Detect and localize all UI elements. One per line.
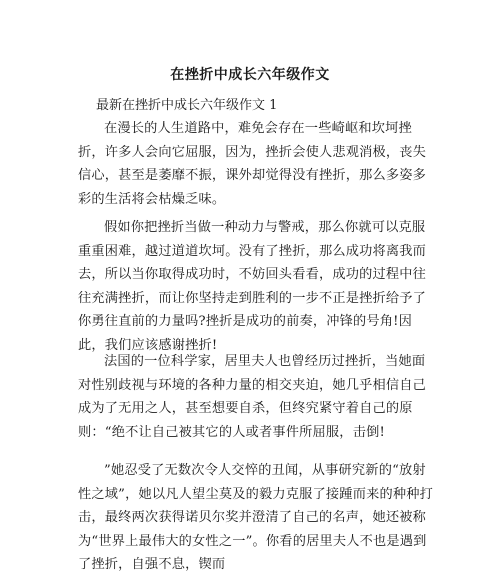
paragraph-3: 法国的一位科学家，居里夫人也曾经历过挫折，当她面对性别歧视与环境的各种力量的相交夹迫，她几乎相信自己成为了无用之人，甚至想要自杀，但终究紧守着自己的原则：“绝不让自己被其它的人或者事件所屈服，击倒! (78, 354, 427, 440)
paragraph-4: ”她忍受了无数次令人交悴的丑闻，从事研究新的“放射性之域”，她以凡人望尘莫及的毅力克服了接踵而来的种种打击，最终两次获得诺贝尔奖并澄清了自己的名声，她还被称为“世界上最伟大的女性之一”。你看的居里夫人不也是遇到了挫折，自强不息，锲而 (78, 463, 434, 572)
document-subtitle: 最新在挫折中成长六年级作文 1 (96, 98, 278, 113)
document-title: 在挫折中成长六年级作文 (170, 67, 330, 83)
paragraph-2: 假如你把挫折当做一种动力与警戒，那么你就可以克服重重困难，越过道道坎坷。没有了挫折，那么成功将离我而去，所以当你取得成功时，不妨回头看看，成功的过程中往往充满挫折，而让你坚持走到胜利的一步不正是挫折给予了你勇往直前的力量吗?挫折是成功的前奏，冲锋的号角!因此，我们应该感谢挫折! (78, 220, 427, 353)
paragraph-1: 在漫长的人生道路中，难免会存在一些崎岖和坎坷挫折，许多人会向它屈服，因为，挫折会使人悲观消极，丧失信心，甚至是萎靡不振，课外却觉得没有挫折，那么多姿多彩的生活将会枯燥乏味。 (78, 121, 427, 207)
